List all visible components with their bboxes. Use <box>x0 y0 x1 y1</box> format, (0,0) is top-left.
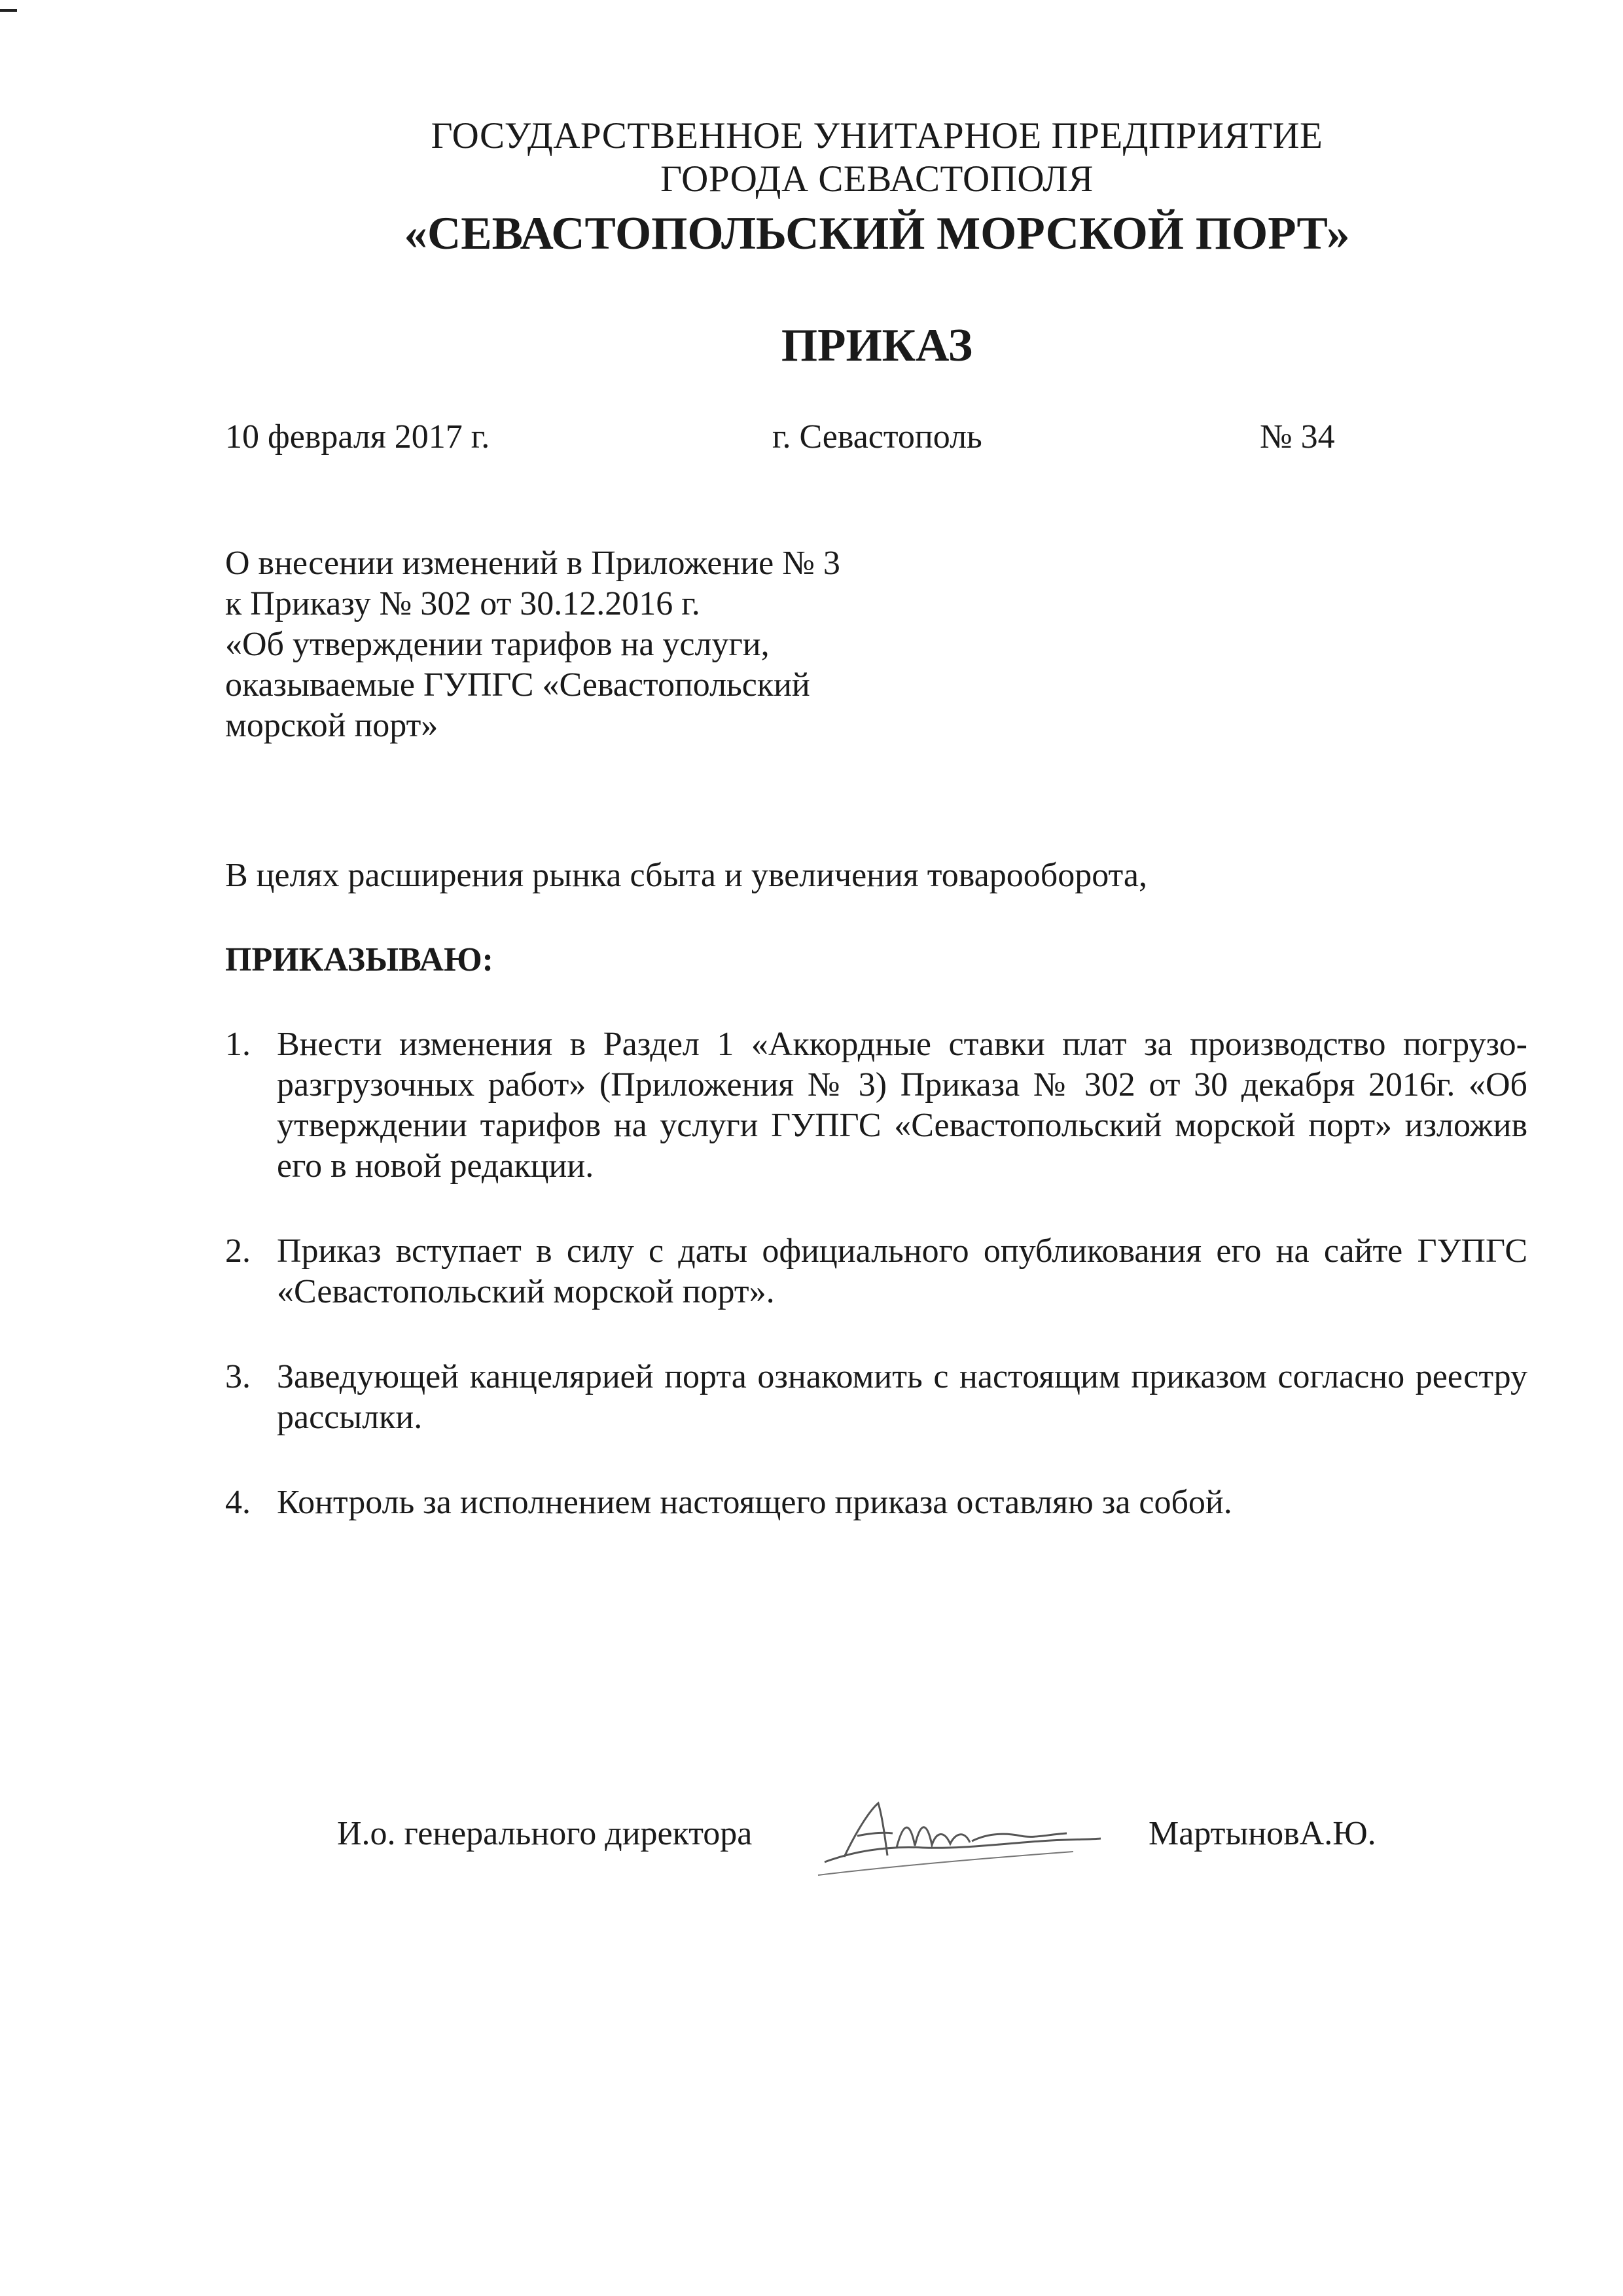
order-number: № 34 <box>1260 418 1335 456</box>
list-item <box>225 1357 1527 1438</box>
item-number: 2. <box>225 1232 251 1270</box>
item-text: Контроль за исполнением настоящего приказа оставляю за собой. <box>277 1484 1232 1521</box>
subject-line: к Приказу № 302 от 30.12.2016 г. <box>225 585 700 622</box>
purpose-statement: В целях расширения рынка сбыта и увеличения товарооборота, <box>225 857 1147 894</box>
signatory-role: И.о. генерального директора <box>337 1815 753 1852</box>
item-text: Внести изменения в Раздел 1 «Аккордные ставки плат за производство погрузо-разгрузочных работ» (Приложения № 3) Приказа № 302 от 30 декабря 2016г. «Об утверждении тарифов на услуги ГУПГС «Севастопольский морской порт» изложив его в новой редакции. <box>277 1026 1527 1185</box>
item-text: Заведующей канцелярией порта ознакомить с настоящим приказом согласно реестру рассылки. <box>277 1358 1527 1436</box>
list-item <box>225 1482 1527 1523</box>
order-items-list <box>225 1024 1527 1568</box>
subject-line: «Об утверждении тарифов на услуги, <box>225 626 770 663</box>
order-date: 10 февраля 2017 г. <box>225 418 490 456</box>
scan-edge-mark <box>0 9 17 12</box>
item-number: 1. <box>225 1026 251 1063</box>
handwritten-signature <box>805 1784 1106 1888</box>
document-title: ПРИКАЗ <box>781 320 973 371</box>
subject-line: О внесении изменений в Приложение № 3 <box>225 545 840 582</box>
subject-line: оказываемые ГУПГС «Севастопольский <box>225 666 810 704</box>
order-subject <box>225 543 840 746</box>
list-item <box>225 1231 1527 1312</box>
list-item <box>225 1024 1527 1187</box>
order-keyword: ПРИКАЗЫВАЮ: <box>225 941 493 978</box>
signatory-name: МартыновА.Ю. <box>1149 1815 1376 1852</box>
order-city: г. Севастополь <box>772 418 982 456</box>
item-number: 3. <box>225 1358 251 1395</box>
org-name-line-2: ГОРОДА СЕВАСТОПОЛЯ <box>660 158 1094 200</box>
item-text: Приказ вступает в силу с даты официального опубликования его на сайте ГУПГС «Севастопольский морской порт». <box>277 1232 1527 1310</box>
organization-header <box>0 115 1623 262</box>
org-name-line-1: ГОСУДАРСТВЕННОЕ УНИТАРНОЕ ПРЕДПРИЯТИЕ <box>431 115 1323 156</box>
subject-line: морской порт» <box>225 707 438 744</box>
item-number: 4. <box>225 1484 251 1521</box>
org-name-line-3: «СЕВАСТОПОЛЬСКИЙ МОРСКОЙ ПОРТ» <box>404 208 1350 259</box>
